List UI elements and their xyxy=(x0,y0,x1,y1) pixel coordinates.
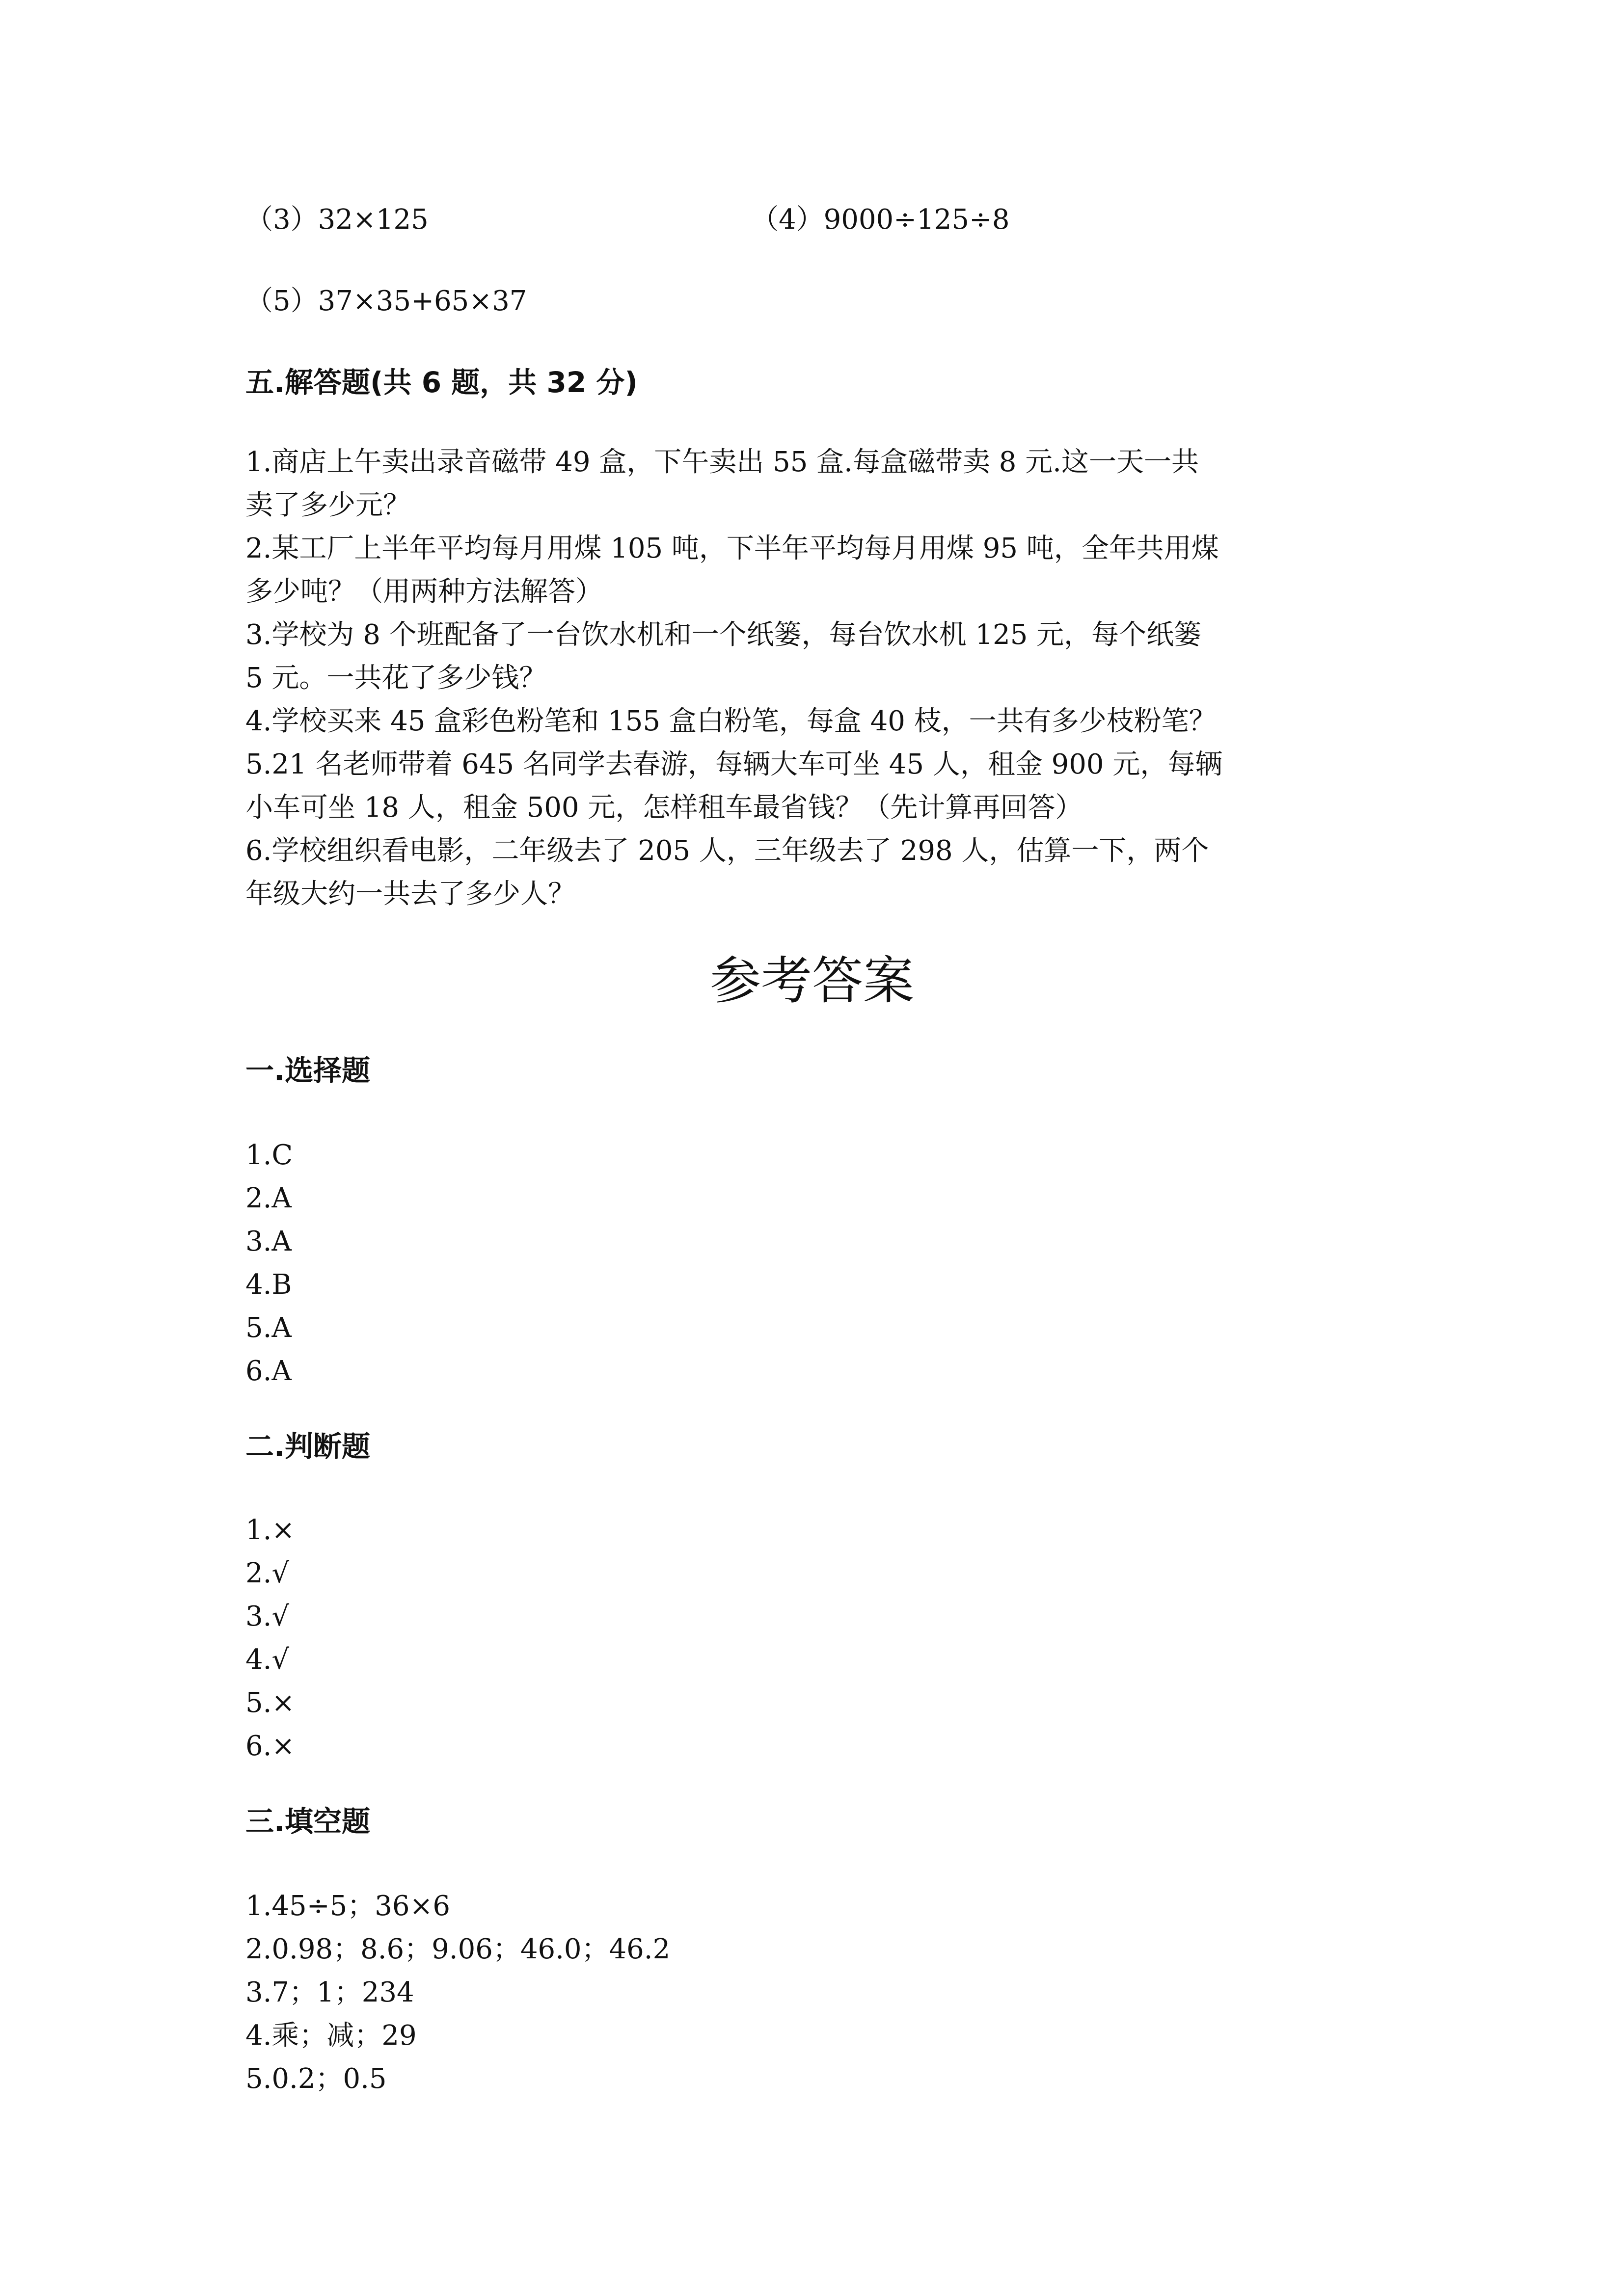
answer-item: 3.√ xyxy=(245,1601,290,1632)
calc-item-4: （4）9000÷125÷8 xyxy=(751,204,1010,236)
answers-title: 参考答案 xyxy=(709,951,914,1011)
calc-item-3: （3）32×125 xyxy=(245,204,429,236)
answer-item: 2.0.98；8.6；9.06；46.0；46.2 xyxy=(245,1933,671,1965)
word-problem-line: 多少吨？（用两种方法解答） xyxy=(245,576,603,608)
answer-item: 1.45÷5；36×6 xyxy=(245,1890,451,1922)
answer-item: 5.× xyxy=(245,1687,295,1719)
section-heading-word-problems: 五.解答题(共 6 题，共 32 分) xyxy=(245,366,638,399)
section-heading-choice: 一.选择题 xyxy=(245,1054,371,1087)
word-problem-line: 小车可坐 18 人，租金 500 元，怎样租车最省钱？（先计算再回答） xyxy=(245,792,1083,824)
word-problem-line: 4.学校买来 45 盒彩色粉笔和 155 盒白粉笔，每盒 40 枝，一共有多少枝粉笔？ xyxy=(245,705,1217,737)
answer-item: 3.7；1；234 xyxy=(245,1976,414,2008)
answer-item: 6.× xyxy=(245,1730,295,1762)
answer-item: 2.A xyxy=(245,1182,292,1214)
word-problem-line: 6.学校组织看电影，二年级去了 205 人，三年级去了 298 人，估算一下，两个 xyxy=(245,835,1209,867)
choice-answers-list xyxy=(245,1134,1394,1393)
word-problem-line: 5.21 名老师带着 645 名同学去春游，每辆大车可坐 45 人，租金 900 元，每辆 xyxy=(245,748,1223,780)
word-problem-line: 卖了多少元？ xyxy=(245,489,410,521)
word-problem-line: 1.商店上午卖出录音磁带 49 盒，下午卖出 55 盒.每盒磁带卖 8 元.这一天一共 xyxy=(245,446,1199,478)
word-problem-line: 年级大约一共去了多少人？ xyxy=(245,878,575,910)
answer-item: 1.× xyxy=(245,1514,295,1546)
word-problem-line: 5 元。一共花了多少钱？ xyxy=(245,662,547,694)
word-problems-list xyxy=(245,441,1394,916)
word-problem-line: 2.某工厂上半年平均每月用煤 105 吨，下半年平均每月用煤 95 吨，全年共用煤 xyxy=(245,533,1219,564)
answer-item: 5.0.2；0.5 xyxy=(245,2063,387,2095)
fill-answers-list xyxy=(245,1885,1394,2101)
answer-item: 1.C xyxy=(245,1139,293,1171)
section-heading-judge: 二.判断题 xyxy=(245,1430,371,1463)
answer-item: 4.√ xyxy=(245,1644,290,1676)
section-heading-fill: 三.填空题 xyxy=(245,1805,371,1838)
calc-item-5: （5）37×35+65×37 xyxy=(245,285,527,317)
answer-item: 5.A xyxy=(245,1312,292,1344)
answer-item: 4.乘；减；29 xyxy=(245,2020,417,2052)
answer-item: 4.B xyxy=(245,1269,292,1301)
answer-item: 3.A xyxy=(245,1226,292,1257)
answer-item: 6.A xyxy=(245,1355,292,1387)
answer-item: 2.√ xyxy=(245,1557,290,1589)
judge-answers-list xyxy=(245,1509,1394,1768)
word-problem-line: 3.学校为 8 个班配备了一台饮水机和一个纸篓，每台饮水机 125 元，每个纸篓 xyxy=(245,619,1202,651)
